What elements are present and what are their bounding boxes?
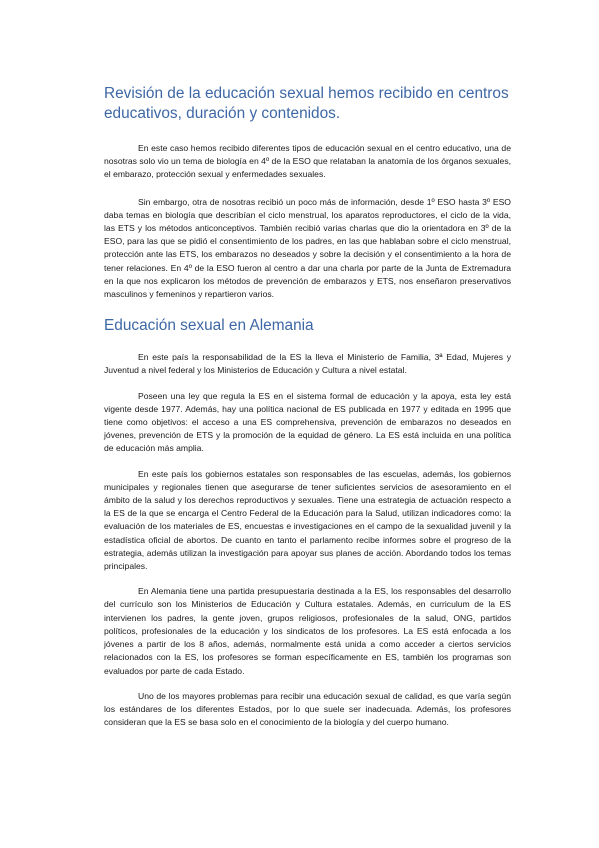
paragraph: En este caso hemos recibido diferentes tipos de educación sexual en el centro educativo, una de nosotras solo vio un tema de biología en 4º de la ESO que relataban la anatomía de los órganos sexuales, el embarazo, protección sexual y enfermedades sexuales. [104,143,511,180]
paragraph: En este país la responsabilidad de la ES la lleva el Ministerio de Familia, 3ª Edad, Mujeres y Juventud a nivel federal y los Ministerios de Educación y Cultura a nivel estatal. [104,352,511,376]
section-heading-germany: Educación sexual en Alemania [104,317,314,335]
paragraph: Sin embargo, otra de nosotras recibió un poco más de información, desde 1º ESO hasta 3º ESO daba temas en biología que describían el ciclo menstrual, los aparatos reproductores, el ciclo de la vida, las ETS y los métodos anticonceptivos. También recibió varias charlas que dio la orientadora en 3º de la ESO, para las que se pidió el consentimiento de los padres, en las que hablaban sobre el ciclo menstrual, protección ante las ETS, los embarazos no deseados y sobre la decisión y el consentimiento a la hora de tener relaciones. En 4º de la ESO fueron al centro a dar una charla por parte de la Junta de Extremadura en la que nos explicaron los métodos de prevención de embarazos y ETS, nos enseñaron preservativos masculinos y femeninos y repartieron varios. [104,196,511,300]
section-heading-review: Revisión de la educación sexual hemos recibido en centros educativos, duración y contenidos. [104,85,509,122]
paragraph: Uno de los mayores problemas para recibir una educación sexual de calidad, es que varía según los estándares de los diferentes Estados, por lo que suele ser inadecuada. Además, los profesores consideran que la ES se basa solo en el conocimiento de la biología y del cuerpo humano. [104,690,511,728]
paragraph: En este país los gobiernos estatales son responsables de las escuelas, además, los gobiernos municipales y regionales tienen que asegurarse de tener suficientes servicios de asesoramiento en el ámbito de la salud y los derechos reproductivos y sexuales. Tiene una estrategia de actuación respecto a la ES de la que se encarga el Centro Federal de la Educación para la Salud, utilizan indicadores como: la evaluación de los materiales de ES, encuestas e investigaciones en el campo de la sexualidad juvenil y la estadística oficial de abortos. De cuanto en tanto el parlamento recibe informes sobre el progreso de la estrategia, además utilizan la investigación para apoyar sus planes de acción. Abordando todos los temas principales. [104,468,511,572]
paragraph: En Alemania tiene una partida presupuestaria destinada a la ES, los responsables del desarrollo del currículo son los Ministerios de Educación y Cultura estatales. Además, en curriculum de la ES intervienen los padres, la gente joven, grupos religiosos, profesionales de la salud, ONG, partidos políticos, profesionales de la educación y los sindicatos de los profesores. La ES está enfocada a los jóvenes a partir de los 8 años, además, normalmente está unida a como acceder a ciertos servicios relacionados con la ES, los profesores se forman específicamente en ES, también los programas son evaluados por parte de cada Estado. [104,586,511,676]
paragraph: Poseen una ley que regula la ES en el sistema formal de educación y la apoya, esta ley está vigente desde 1977. Además, hay una política nacional de ES publicada en 1977 y editada en 1995 que tiene como objetivos: el acceso a una ES comprehensiva, prevención de embarazos no deseados en jóvenes, prevención de ETS y la promoción de la equidad de género. La ES está incluida en una política de educación más amplia. [104,390,511,454]
